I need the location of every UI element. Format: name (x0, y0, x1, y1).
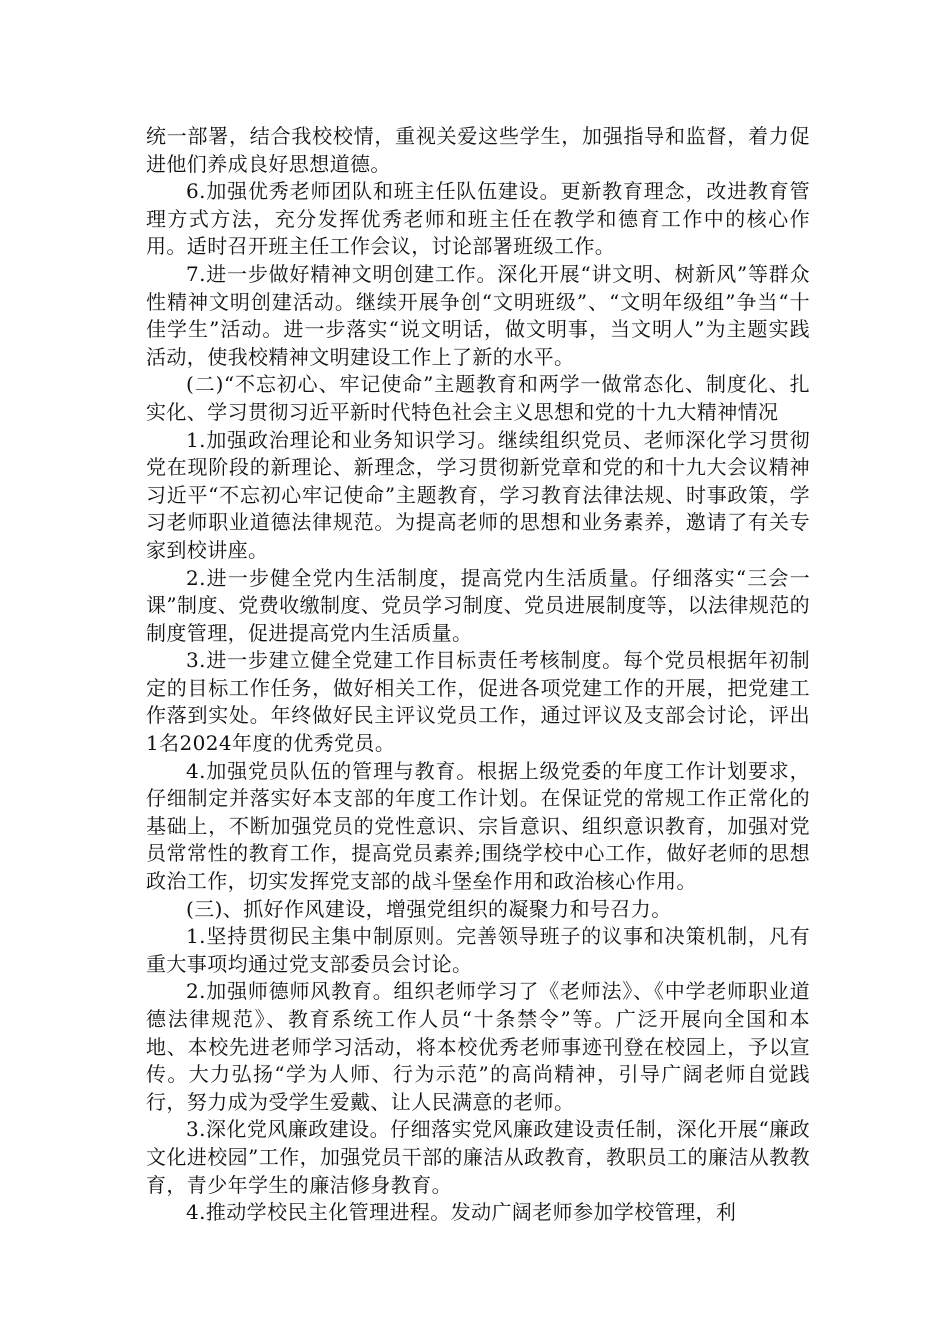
paragraph: 4.加强党员队伍的管理与教育。根据上级党委的年度工作计划要求，仔细制定并落实好本支部的年度工作计划。在保证党的常规工作正常化的基础上，不断加强党员的党性意识、宗旨意识、组织意识教育，加强对党员常常性的教育工作，提高党员素养;围绕学校中心工作，做好老师的思想政治工作，切实发挥党支部的战斗堡垒作用和政治核心作用。 (146, 758, 810, 894)
paragraph: 7.进一步做好精神文明创建工作。深化开展“讲文明、树新风”等群众性精神文明创建活动。继续开展争创“文明班级”、“文明年级组”争当“十佳学生”活动。进一步落实“说文明话，做文明事，当文明人”为主题实践活动，使我校精神文明建设工作上了新的水平。 (146, 261, 810, 369)
section-heading: (三)、抓好作风建设，增强党组织的凝聚力和号召力。 (186, 896, 672, 921)
paragraph: 1.坚持贯彻民主集中制原则。完善领导班子的议事和决策机制，凡有重大事项均通过党支部委员会讨论。 (146, 924, 810, 976)
paragraph: 1.加强政治理论和业务知识学习。继续组织党员、老师深化学习贯彻党在现阶段的新理论、新理念，学习贯彻新党章和党的和十九大会议精神习近平“不忘初心牢记使命”主题教育，学习教育法律法规、时事政策，学习老师职业道德法律规范。为提高老师的思想和业务素养，邀请了有关专家到校讲座。 (146, 427, 810, 562)
section-heading: (二)“不忘初心、牢记使命”主题教育和两学一做常态化、制度化、扎实化、学习贯彻习近平新时代特色社会主义思想和党的十九大精神情况 (146, 372, 810, 424)
document-body (146, 123, 810, 1227)
paragraph: 6.加强优秀老师团队和班主任队伍建设。更新教育理念，改进教育管理方式方法，充分发挥优秀老师和班主任在教学和德育工作中的核心作用。适时召开班主任工作会议，讨论部署班级工作。 (146, 179, 810, 259)
paragraph: 3.进一步建立健全党建工作目标责任考核制度。每个党员根据年初制定的目标工作任务，做好相关工作，促进各项党建工作的开展，把党建工作落到实处。年终做好民主评议党员工作，通过评议及支部会讨论，评出1名2024年度的优秀党员。 (146, 648, 810, 756)
paragraph: 3.深化党风廉政建设。仔细落实党风廉政建设责任制，深化开展“廉政文化进校园”工作，加强党员干部的廉洁从政教育，教职员工的廉洁从教教育，青少年学生的廉洁修身教育。 (146, 1117, 810, 1197)
paragraph: 2.加强师德师风教育。组织老师学习了《老师法》、《中学老师职业道德法律规范》、教育系统工作人员“十条禁令”等。广泛开展向全国和本地、本校先进老师学习活动，将本校优秀老师事迹刊登在校园上，予以宣传。大力弘扬“学为人师、行为示范”的高尚精神，引导广阔老师自觉践行，努力成为受学生爱戴、让人民满意的老师。 (146, 979, 810, 1114)
paragraph: 2.进一步健全党内生活制度，提高党内生活质量。仔细落实“三会一课”制度、党费收缴制度、党员学习制度、党员进展制度等，以法律规范的制度管理，促进提高党内生活质量。 (146, 565, 810, 645)
paragraph: 统一部署，结合我校校情，重视关爱这些学生，加强指导和监督，着力促进他们养成良好思想道德。 (146, 124, 810, 176)
paragraph: 4.推动学校民主化管理进程。发动广阔老师参加学校管理，利 (186, 1200, 737, 1225)
